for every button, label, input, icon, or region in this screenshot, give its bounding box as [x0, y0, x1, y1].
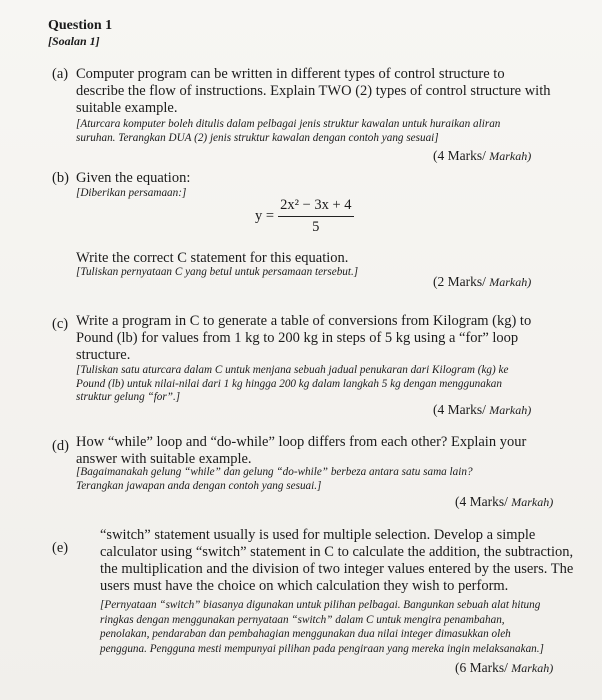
part-e-marks-ms: Markah): [511, 661, 554, 675]
part-e-ms-line-4: pengguna. Pengguna mesti mempunyai pilihan pada pengiraan yang mereka ingin melaksanakan.]: [100, 642, 544, 655]
part-a-en-line-2: describe the flow of instructions. Explain TWO (2) types of control structure with: [76, 83, 551, 99]
part-d-label: (d): [52, 438, 69, 454]
equation-lhs: y =: [255, 208, 275, 224]
part-a-malay: [76, 118, 566, 145]
part-c-en-line-2: Pound (lb) for values from 1 kg to 200 kg in steps of 5 kg using a “for” loop: [76, 330, 519, 346]
part-c-malay: [76, 364, 566, 405]
part-b-marks: [433, 274, 531, 290]
part-e-malay: [100, 598, 580, 656]
part-c-en-line-1: Write a program in C to generate a table of conversions from Kilogram (kg) to: [76, 313, 532, 329]
part-e-en-line-4: users must have the choice on which calculation they wish to perform.: [100, 578, 509, 594]
part-e-en-line-3: the multiplication and the division of two integer values entered by the users. The: [100, 561, 574, 577]
part-d-english: [76, 434, 566, 468]
part-c-marks-ms: Markah): [489, 403, 532, 417]
part-b-intro-ms: [Diberikan persamaan:]: [76, 187, 187, 199]
equation-denominator: 5: [312, 219, 320, 235]
part-d-ms-line-2: Terangkan jawapan anda dengan contoh yang sesuai.]: [76, 479, 322, 492]
part-e-ms-line-1: [Pernyataan “switch” biasanya digunakan untuk pilihan pelbagai. Bangunkan sebuah alat hitung: [100, 599, 541, 611]
question-title: Question 1: [48, 18, 113, 33]
part-e-en-line-2: calculator using “switch” statement in C to calculate the addition, the subtraction,: [100, 544, 574, 560]
part-b-marks-ms: Markah): [489, 275, 532, 289]
part-d-marks-en: (4 Marks/: [455, 494, 508, 509]
part-a-en-line-1: Computer program can be written in different types of control structure to: [76, 66, 505, 82]
part-a-label: (a): [52, 66, 69, 82]
part-e-en-line-1: “switch” statement usually is used for multiple selection. Develop a simple: [100, 527, 536, 543]
part-c-en-line-3: structure.: [76, 347, 131, 363]
part-a-en-line-3: suitable example.: [76, 100, 178, 116]
part-c-ms-line-2: Pound (lb) untuk nilai-nilai dari 1 kg hingga 200 kg dalam langkah 5 kg dengan menggunakan: [76, 377, 502, 390]
part-e-marks-en: (6 Marks/: [455, 660, 508, 675]
question-subtitle: [Soalan 1]: [48, 34, 100, 48]
part-e-ms-line-2: ringkas dengan menggunakan pernyataan “switch” dalam C untuk mengira penambahan,: [100, 613, 505, 626]
part-a-english: [76, 66, 556, 117]
part-c-ms-line-1: [Tuliskan satu aturcara dalam C untuk menjana sebuah jadual penukaran dari Kilogram (kg) ke: [76, 364, 509, 376]
part-b-intro: Given the equation:: [76, 170, 191, 186]
part-d-marks: [455, 494, 553, 510]
part-e-label: (e): [52, 540, 69, 556]
part-e-english: [100, 527, 580, 595]
part-a-marks-ms: Markah): [489, 149, 532, 163]
part-e-marks: [455, 660, 553, 676]
part-d-malay: [76, 466, 566, 493]
part-d-en-line-1: How “while” loop and “do-while” loop differs from each other? Explain your: [76, 434, 527, 450]
equation: [255, 197, 354, 236]
part-c-marks: [433, 402, 531, 418]
part-c-ms-line-3: struktur gelung “for”.]: [76, 391, 181, 403]
part-d-ms-line-1: [Bagaimanakah gelung “while” dan gelung “do-while” berbeza antara satu sama lain?: [76, 466, 473, 478]
part-a-ms-line-1: [Aturcara komputer boleh ditulis dalam pelbagai jenis struktur kawalan untuk huraikan aliran: [76, 118, 501, 130]
part-a-marks: [433, 148, 531, 164]
equation-fraction: [278, 197, 353, 236]
part-e-ms-line-3: penolakan, pendaraban dan pembahagian menggunakan dua nilai integer dimasukkan oleh: [100, 628, 511, 640]
part-b-label: (b): [52, 170, 69, 186]
part-d-marks-ms: Markah): [511, 495, 554, 509]
part-d-en-line-2: answer with suitable example.: [76, 451, 252, 467]
part-c-english: [76, 313, 566, 364]
part-c-marks-en: (4 Marks/: [433, 402, 486, 417]
equation-numerator: 2x² − 3x + 4: [278, 197, 353, 217]
part-a-marks-en: (4 Marks/: [433, 148, 486, 163]
part-b-task-ms: [Tuliskan pernyataan C yang betul untuk persamaan tersebut.]: [76, 266, 359, 278]
part-c-label: (c): [52, 316, 69, 332]
part-b-marks-en: (2 Marks/: [433, 274, 486, 289]
part-a-ms-line-2: suruhan. Terangkan DUA (2) jenis struktur kawalan dengan contoh yang sesuai]: [76, 131, 439, 144]
part-b-task: Write the correct C statement for this equation.: [76, 250, 349, 266]
